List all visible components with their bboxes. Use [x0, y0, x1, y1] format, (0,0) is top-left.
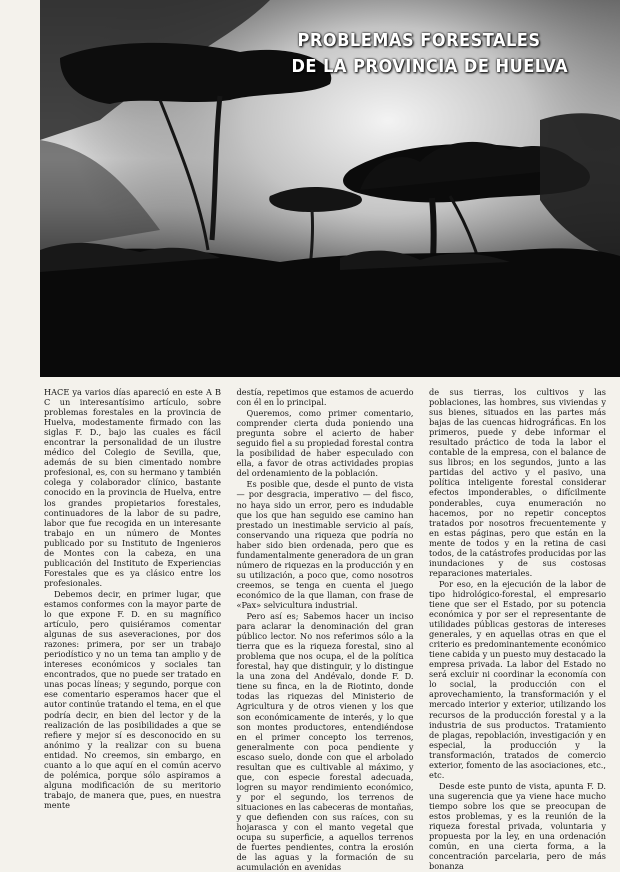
paragraph: Pero así es; Sabemos hacer un inciso para aclarar la denominación del gran público lector. No nos referimos sólo a la tierra que es la riqueza forestal, sino al problema que nos ocupa, el de la política forestal, hay que distinguir, y lo distingue la una zona del Andévalo, donde F. D. tiene su finca, en la de Riotinto, donde todas las riquezas del Ministerio de Agricultura y de otros vienen y los que son económicamente de interés, y lo que son montes productores, entendiéndose en el primer concepto los terrenos, generalmente con poca pendiente y escaso suelo, donde con que el arbolado resultan que es cultivable al máximo, y que, con especie forestal adecuada, logren su mayor rendimiento económico, y por el segundo, los terrenos de situaciones en las cabeceras de montañas, y que defienden con sus raíces, con su hojarasca y con el manto vegetal que ocupa su superficie, a aquellos terrenos de fuertes pendientes, contra la erosión de las aguas y la formación de su acumulación en avenidas: [236, 611, 414, 872]
paragraph: HACE ya varios días apareció en este A B C un interesantísimo artículo, sobre problemas forestales en la provincia de Huelva, modestamente firmado con las siglas F. D., bajo las cuales es fácil encontrar la personalidad de un ilustre médico del Colegio de Sevilla, que, además de su bien cimentado nombre profesional, es, con su hermano y también colega y colaborador clínico, bastante conocido en la provincia de Huelva, entre los grandes propietarios forestales, continuadores de la labor de su padre, labor que fue recogida en un interesante trabajo en un número de Montes publicado por su Instituto de Ingenieros de Montes con la cabeza, en una publicación del Instituto de Experiencias Forestales que es ya clásico entre los profesionales.: [44, 387, 221, 588]
article-body: [44, 387, 606, 872]
paragraph: de sus tierras, los cultivos y las poblaciones, las hombres, sus viviendas y sus bienes, situados en las partes más bajas de las cuencas hidrográficas. En los primeros, puede y debe informar el resultado práctico de toda la labor el contable de la empresa, con el balance de sus libros; en los segundos, junto a las partidas del activo y el pasivo, una política inteligente forestal considerar efectos imponderables, o difícilmente ponderables, cuya enumeración no hacemos, por no repetir conceptos tratados por nosotros frecuentemente y en estas páginas, pero que están en la mente de todos y en la retina de casi todos, de la catástrofes producidas por las inundaciones y de sus costosas reparaciones materiales.: [429, 387, 606, 578]
article-photo: [40, 0, 620, 377]
headline-line-2: DE LA PROVINCIA DE HUELVA: [291, 56, 568, 77]
paragraph: Desde este punto de vista, apunta F. D. una sugerencia que ya viene hace mucho tiempo sobre los que se preocupan de estos problemas, y es la reunión de la riqueza forestal privada, voluntaria y propuesta por la ley, en una ordenación común, en una cierta forma, a la concentración parcelaria, pero de más bonanza: [429, 780, 606, 872]
article-column-1: [44, 387, 221, 810]
paragraph: Por eso, en la ejecución de la labor de tipo hidrológico-forestal, el empresario tiene que ser el Estado, por su potencia económica y por ser el representante de utilidades públicas gestoras de intereses generales, y en aquellas otras en que el criterio es predominantemente económico tiene cabida y un puesto muy destacado la empresa privada. La labor del Estado no será excluir ni coordinar la economía con lo social, la producción con el aprovechamiento, la transformación y el mercado interior y exterior, utilizando los recursos de la producción forestal y a la industria de sus productos. Tratamiento de plagas, repoblación, investigación y en especial, la producción y la transformación, tratados de comercio exterior, fomento de las asociaciones, etc., etc.: [429, 578, 606, 780]
paragraph: Debemos decir, en primer lugar, que estamos conformes con la mayor parte de lo que expone F. D. en su magnífico artículo, pero quisiéramos comentar algunas de sus aseveraciones, por dos razones: primera, por ser un trabajo periodístico y no un tema tan amplio y de intereses económicos y sociales tan encontrados, que no puede ser tratado en unas pocas líneas; y segundo, porque con ese comentario esperamos hacer que el autor continúe tratando el tema, en el que podría decir, en bien del lector y de la realización de las posibilidades a que se refiere y mejor sí es desconocido en su anónimo y la realizar con su buena entidad. No creemos, sin embargo, en cuanto a lo que aquí en el común acervo de polémica, porque sólo aspiramos a alguna modificación de su meritorio trabajo, de manera que, pues, en nuestra mente: [44, 588, 221, 810]
paragraph: Queremos, como primer comentario, comprender cierta duda poniendo una pregunta sobre el acierto de haber seguido fiel a su propiedad forestal contra la posibilidad de haber especulado con ella, a favor de otras actividades propias del ordenamiento de la población.: [236, 408, 414, 479]
article-column-2: [236, 387, 414, 872]
article-column-3: [429, 387, 606, 872]
headline: [291, 28, 568, 80]
headline-line-1: PROBLEMAS FORESTALES: [297, 30, 541, 51]
paragraph: Es posible que, desde el punto de vista — por desgracia, imperativo — del fisco, no haya sido un error, pero es indudable que los que han seguido ese camino han prestado un inestimable servicio al país, conservando una riqueza que podría no haber sido bien ordenada, pero que es fundamentalmente generadora de un gran número de riquezas en la producción y en su utilización, a poco que, como nosotros creemos, se tenga en cuenta el juego económico de la que llaman, con frase de «Pax» selvicultura industrial.: [236, 479, 414, 610]
paragraph: destía, repetimos que estamos de acuerdo con él en lo principal.: [236, 387, 414, 408]
